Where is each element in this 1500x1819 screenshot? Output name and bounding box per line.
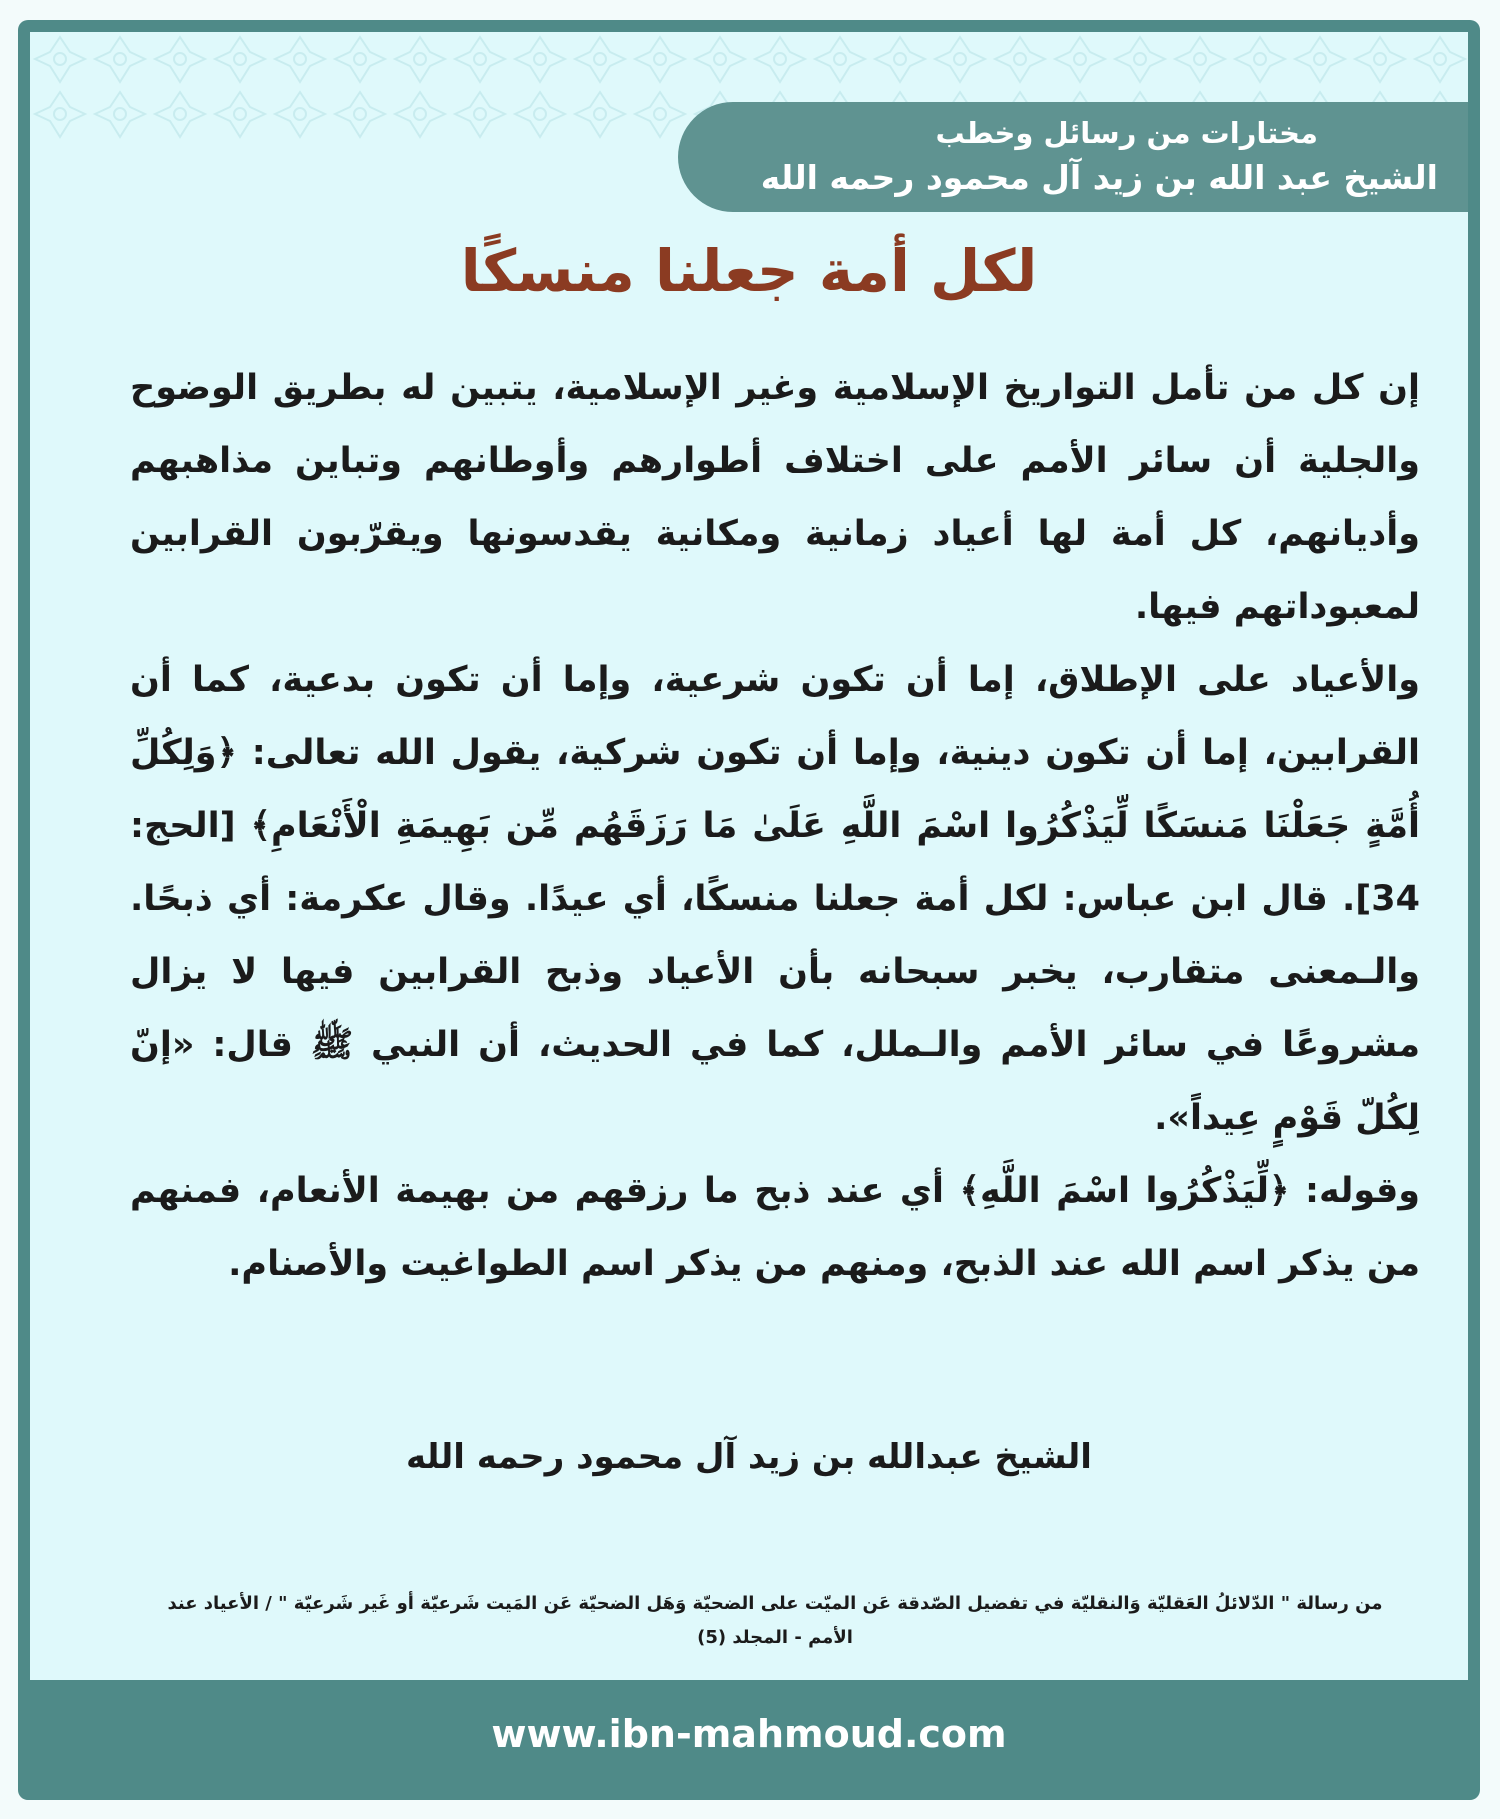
header-author-name: الشيخ عبد الله بن زيد آل محمود رحمه الله	[760, 158, 1438, 197]
article-body	[130, 352, 1420, 1301]
footer-bar	[30, 1680, 1468, 1788]
website-link[interactable]: www.ibn-mahmoud.com	[491, 1712, 1007, 1756]
card-frame	[18, 20, 1480, 1800]
header-series-title: مختارات من رسائل وخطب	[935, 116, 1318, 150]
page-title: لكل أمة جعلنا منسكًا	[460, 237, 1038, 305]
header-band	[678, 102, 1468, 212]
paragraph-3: وقوله: ﴿لِّيَذْكُرُوا اسْمَ اللَّهِ﴾ أي عند ذبح ما رزقهم من بهيمة الأنعام، فمنهم من يذكر اسم الله عند الذبح، ومنهم من يذكر اسم الطواغيت والأصنام.	[130, 1171, 1420, 1284]
source-citation: من رسالة " الدّلائلُ العَقليّة وَالنقليّة في تفضيل الصّدقة عَن الميّت على الضحيّة وَهَل الضحيّة عَن المَيت شَرعيّة أو غَير شَرعيّة " / الأعياد عند الأمم - المجلد (5)	[167, 1593, 1383, 1648]
paragraph-2: والأعياد على الإطلاق، إما أن تكون شرعية، وإما أن تكون بدعية، كما أن القرابين، إما أن تكون دينية، وإما أن تكون شركية، يقول الله تعالى: ﴿وَلِكُلِّ أُمَّةٍ جَعَلْنَا مَنسَكًا لِّيَذْكُرُوا اسْمَ اللَّهِ عَلَىٰ مَا رَزَقَهُم مِّن بَهِيمَةِ الْأَنْعَامِ﴾ [الحج: 34]. قال ابن عباس: لكل أمة جعلنا منسكًا، أي عيدًا. وقال عكرمة: أي ذبحًا. والـمعنى متقارب، يخبر سبحانه بأن الأعياد وذبح القرابين فيها لا يزال مشروعًا في سائر الأمم والـملل، كما في الحديث، أن النبي ﷺ قال: «إنّ لِكُلّ قَوْمٍ عِيداً».	[130, 660, 1420, 1138]
author-signature: الشيخ عبدالله بن زيد آل محمود رحمه الله	[406, 1437, 1092, 1477]
paragraph-1: إن كل من تأمل التواريخ الإسلامية وغير الإسلامية، يتبين له بطريق الوضوح والجلية أن سائر الأمم على اختلاف أطوارهم وأوطانهم وتباين مذاهبهم وأديانهم، كل أمة لها أعياد زمانية ومكانية يقدسونها ويقرّبون القرابين لمعبوداتهم فيها.	[130, 368, 1420, 627]
